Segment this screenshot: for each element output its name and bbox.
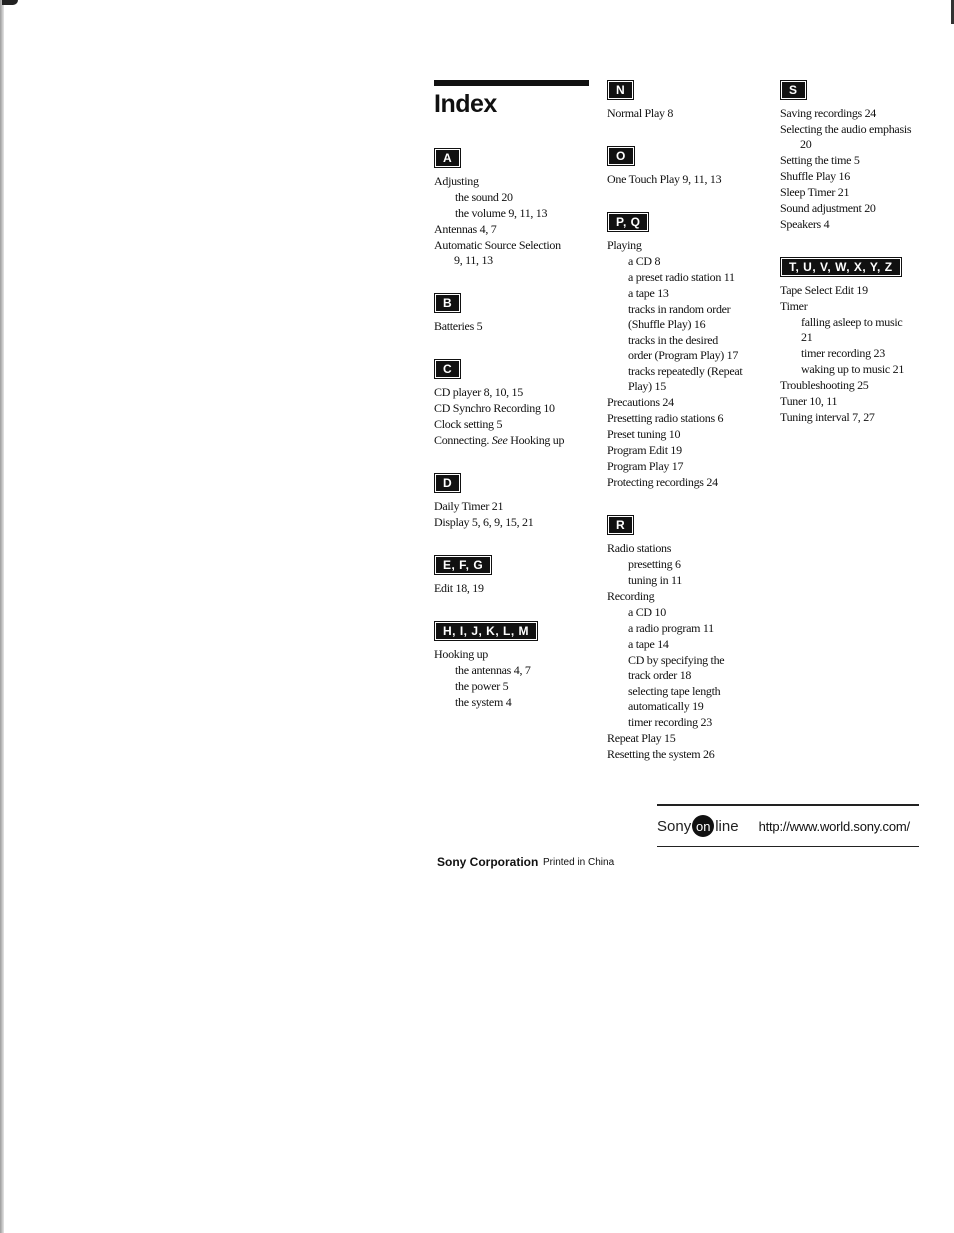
index-subentry xyxy=(434,663,594,678)
index-subentry xyxy=(607,637,772,652)
entry-text: Connecting. See Hooking up xyxy=(434,433,565,447)
index-entry xyxy=(434,515,594,530)
section-letter-badge: C xyxy=(434,359,461,379)
index-entry xyxy=(780,394,950,409)
entry-list xyxy=(607,541,772,762)
index-entry xyxy=(780,185,950,200)
index-subentry xyxy=(434,206,594,221)
section-letter-badge: D xyxy=(434,473,461,493)
index-subentry xyxy=(607,333,772,363)
entry-text: falling asleep to music xyxy=(801,315,903,329)
index-subentry xyxy=(780,362,950,377)
entry-text: Setting the time 5 xyxy=(780,153,860,167)
scan-edge-left xyxy=(0,0,4,1233)
index-entry xyxy=(780,122,950,152)
entry-text: Resetting the system 26 xyxy=(607,747,715,761)
title-rule xyxy=(434,80,589,86)
entry-text: Preset tuning 10 xyxy=(607,427,681,441)
entry-text: Recording xyxy=(607,589,655,603)
printed-in-note: Printed in China xyxy=(543,857,615,868)
entry-text: a tape 13 xyxy=(628,286,669,300)
index-section xyxy=(434,555,594,596)
index-entry xyxy=(607,238,772,253)
entry-text: a CD 8 xyxy=(628,254,661,268)
entry-text: waking up to music 21 xyxy=(801,362,905,376)
index-entry xyxy=(607,475,772,490)
index-subentry xyxy=(607,715,772,730)
index-section xyxy=(780,257,950,425)
index-entry xyxy=(434,499,594,514)
entry-text: timer recording 23 xyxy=(628,715,712,729)
index-entry xyxy=(607,443,772,458)
entry-text: Protecting recordings 24 xyxy=(607,475,718,489)
section-letter-badge: A xyxy=(434,148,461,168)
entry-text: Display 5, 6, 9, 15, 21 xyxy=(434,515,534,529)
entry-text: Daily Timer 21 xyxy=(434,499,504,513)
index-entry xyxy=(607,427,772,442)
index-entry xyxy=(607,106,772,121)
index-entry xyxy=(434,319,594,334)
entry-continuation: order (Program Play) 17 xyxy=(628,348,739,362)
entry-text: Radio stations xyxy=(607,541,672,555)
section-letter-badge: P, Q xyxy=(607,212,649,232)
index-section xyxy=(780,80,950,232)
entry-text: CD by specifying the xyxy=(628,653,725,667)
section-letter-badge: B xyxy=(434,293,461,313)
entry-list xyxy=(434,174,594,268)
index-entry xyxy=(607,747,772,762)
entry-text: a tape 14 xyxy=(628,637,669,651)
entry-text: a CD 10 xyxy=(628,605,666,619)
section-letter-badge: R xyxy=(607,515,634,535)
index-entry xyxy=(607,172,772,187)
entry-continuation: 9, 11, 13 xyxy=(454,253,493,267)
entry-list xyxy=(780,106,950,232)
index-section xyxy=(434,359,594,448)
entry-text: the power 5 xyxy=(455,679,509,693)
index-entry xyxy=(434,222,594,237)
index-column-2 xyxy=(607,80,772,787)
entry-text: Hooking up xyxy=(434,647,489,661)
entry-text: Selecting the audio emphasis xyxy=(780,122,912,136)
index-entry xyxy=(434,385,594,400)
entry-continuation: Play) 15 xyxy=(628,379,666,393)
logo-on-circle: on xyxy=(692,815,714,837)
entry-text: Saving recordings 24 xyxy=(780,106,876,120)
index-subentry xyxy=(607,573,772,588)
entry-text: Sleep Timer 21 xyxy=(780,185,850,199)
sony-online-banner xyxy=(657,804,919,847)
entry-continuation: track order 18 xyxy=(628,668,692,682)
entry-text: CD Synchro Recording 10 xyxy=(434,401,555,415)
index-subentry xyxy=(607,254,772,269)
entry-text: Tape Select Edit 19 xyxy=(780,283,868,297)
entry-continuation: (Shuffle Play) 16 xyxy=(628,317,706,331)
section-letter-badge: T, U, V, W, X, Y, Z xyxy=(780,257,902,277)
index-entry xyxy=(607,395,772,410)
index-entry xyxy=(780,153,950,168)
index-column-1 xyxy=(434,80,594,735)
entry-text: a preset radio station 11 xyxy=(628,270,735,284)
index-entry xyxy=(434,417,594,432)
entry-list xyxy=(607,172,772,187)
index-subentry xyxy=(607,605,772,620)
entry-text: the antennas 4, 7 xyxy=(455,663,531,677)
index-entry xyxy=(434,238,594,268)
entry-list xyxy=(780,283,950,425)
entry-continuation: automatically 19 xyxy=(628,699,704,713)
entry-text: tracks in the desired xyxy=(628,333,718,347)
entry-list xyxy=(434,647,594,710)
index-entry xyxy=(780,299,950,314)
index-entry xyxy=(780,410,950,425)
entry-text: timer recording 23 xyxy=(801,346,885,360)
entry-continuation: 20 xyxy=(800,137,812,151)
entry-text: tuning in 11 xyxy=(628,573,682,587)
index-subentry xyxy=(607,302,772,332)
entry-text: Batteries 5 xyxy=(434,319,483,333)
index-subentry xyxy=(780,346,950,361)
index-entry xyxy=(434,174,594,189)
entry-text: Adjusting xyxy=(434,174,479,188)
index-entry xyxy=(607,541,772,556)
index-entry xyxy=(780,217,950,232)
sony-online-logo xyxy=(657,815,739,837)
index-subentry xyxy=(607,557,772,572)
entry-text: a radio program 11 xyxy=(628,621,714,635)
entry-text: Playing xyxy=(607,238,642,252)
index-entry xyxy=(434,581,594,596)
section-letter-badge: O xyxy=(607,146,635,166)
entry-text: presetting 6 xyxy=(628,557,681,571)
index-entry xyxy=(434,647,594,662)
entry-text: Tuning interval 7, 27 xyxy=(780,410,875,424)
entry-text: Speakers 4 xyxy=(780,217,830,231)
entry-text: CD player 8, 10, 15 xyxy=(434,385,523,399)
entry-text: Program Play 17 xyxy=(607,459,684,473)
entry-text: the sound 20 xyxy=(455,190,513,204)
index-subentry xyxy=(607,684,772,714)
index-entry xyxy=(607,731,772,746)
index-entry xyxy=(780,378,950,393)
website-url: http://www.world.sony.com/ xyxy=(758,818,910,834)
logo-sony-text: Sony xyxy=(657,817,692,835)
section-letter-badge: H, I, J, K, L, M xyxy=(434,621,538,641)
entry-text: tracks repeatedly (Repeat xyxy=(628,364,743,378)
index-subentry xyxy=(607,653,772,683)
index-section xyxy=(607,80,772,121)
entry-text: Edit 18, 19 xyxy=(434,581,484,595)
index-subentry xyxy=(434,695,594,710)
entry-text: Timer xyxy=(780,299,808,313)
scan-corner-mark xyxy=(2,0,18,5)
index-entry xyxy=(780,106,950,121)
section-letter-badge: S xyxy=(780,80,807,100)
entry-list xyxy=(434,319,594,334)
index-section xyxy=(434,621,594,710)
entry-text: One Touch Play 9, 11, 13 xyxy=(607,172,722,186)
index-column-3 xyxy=(780,80,950,450)
index-entry xyxy=(434,401,594,416)
entry-continuation: 21 xyxy=(801,330,813,344)
index-section xyxy=(607,146,772,187)
index-subentry xyxy=(607,364,772,394)
index-subentry xyxy=(607,270,772,285)
index-entry xyxy=(434,433,594,448)
entry-text: selecting tape length xyxy=(628,684,721,698)
index-entry xyxy=(780,201,950,216)
section-letter-badge: E, F, G xyxy=(434,555,492,575)
entry-list xyxy=(607,106,772,121)
index-entry xyxy=(780,169,950,184)
entry-text: Precautions 24 xyxy=(607,395,674,409)
entry-text: Troubleshooting 25 xyxy=(780,378,869,392)
entry-list xyxy=(434,385,594,448)
entry-text: Repeat Play 15 xyxy=(607,731,676,745)
corporation-name: Sony Corporation xyxy=(437,855,539,869)
entry-list xyxy=(434,499,594,530)
index-section xyxy=(434,148,594,268)
index-section xyxy=(607,212,772,490)
page-title: Index xyxy=(434,90,497,118)
entry-list xyxy=(434,581,594,596)
entry-text: Program Edit 19 xyxy=(607,443,682,457)
entry-text: Clock setting 5 xyxy=(434,417,503,431)
index-section xyxy=(434,293,594,334)
section-letter-badge: N xyxy=(607,80,634,100)
entry-text: Automatic Source Selection xyxy=(434,238,561,252)
index-entry xyxy=(607,459,772,474)
entry-text: Antennas 4, 7 xyxy=(434,222,497,236)
entry-text: Tuner 10, 11 xyxy=(780,394,838,408)
entry-text: tracks in random order xyxy=(628,302,731,316)
entry-text: the volume 9, 11, 13 xyxy=(455,206,548,220)
index-entry xyxy=(607,589,772,604)
index-entry xyxy=(607,411,772,426)
logo-line-text: line xyxy=(715,817,739,835)
index-section xyxy=(607,515,772,762)
entry-text: the system 4 xyxy=(455,695,512,709)
entry-text: Sound adjustment 20 xyxy=(780,201,876,215)
entry-list xyxy=(607,238,772,490)
index-subentry xyxy=(434,190,594,205)
entry-text: Normal Play 8 xyxy=(607,106,674,120)
index-section xyxy=(434,473,594,530)
entry-text: Shuffle Play 16 xyxy=(780,169,850,183)
entry-text: Presetting radio stations 6 xyxy=(607,411,724,425)
index-subentry xyxy=(607,621,772,636)
index-subentry xyxy=(434,679,594,694)
index-entry xyxy=(780,283,950,298)
index-subentry xyxy=(780,315,950,345)
index-subentry xyxy=(607,286,772,301)
